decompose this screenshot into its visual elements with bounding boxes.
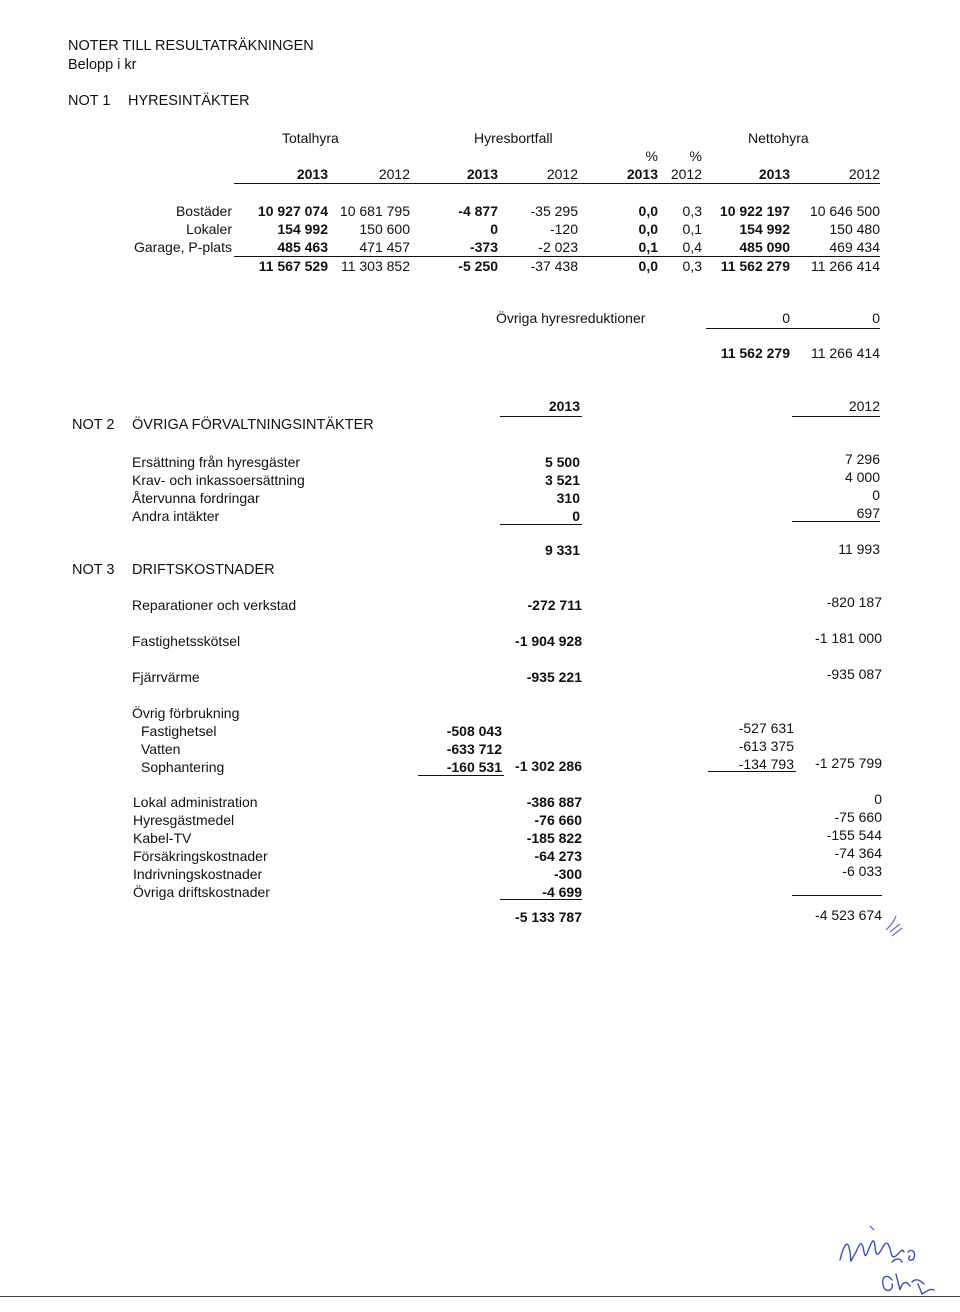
note1-cell: -373 — [469, 239, 498, 255]
page-title: NOTER TILL RESULTATRÄKNINGEN — [68, 38, 314, 54]
note3-ovrig-row-2012: -134 793 — [738, 756, 794, 772]
note1-pct-2012: % — [689, 148, 702, 164]
note3-other-row-2013: -64 273 — [534, 848, 582, 864]
note2-row-label: Krav- och inkassoersättning — [132, 472, 305, 488]
page-subtitle: Belopp i kr — [68, 57, 137, 73]
note1-cell: 10 646 500 — [809, 203, 880, 219]
note2-total-rule-2012 — [792, 521, 880, 522]
note3-row-2013: -272 711 — [527, 597, 582, 613]
note1-total-cell: -5 250 — [458, 258, 498, 274]
note3-ovrig-rule-2013 — [418, 775, 504, 776]
note2-year-2012: 2012 — [848, 398, 880, 414]
note1-ovriga-label: Övriga hyresreduktioner — [496, 310, 646, 326]
note2-row-label: Återvunna fordringar — [132, 490, 260, 506]
note3-other-row-2012: -6 033 — [842, 863, 882, 879]
note3-ovrig-row-2013: -508 043 — [446, 723, 502, 739]
note3-row-2013: -1 904 928 — [515, 633, 582, 649]
note3-other-row-label: Kabel-TV — [133, 830, 192, 846]
note2-total-rule-2013 — [500, 524, 582, 525]
note1-year-0: 2013 — [296, 166, 328, 182]
note2-row-2013: 310 — [556, 490, 580, 506]
note1-year-3: 2012 — [546, 166, 578, 182]
note1-cell: 150 600 — [359, 221, 410, 237]
note3-ovrig-total-2012: -1 275 799 — [815, 755, 882, 771]
check-mark-icon — [882, 910, 906, 938]
note1-total-cell: 11 562 279 — [720, 258, 790, 274]
note3-ovrig-row-2012: -613 375 — [738, 738, 794, 754]
note1-cell: 485 090 — [739, 239, 790, 255]
note1-year-1: 2012 — [378, 166, 410, 182]
note2-label: NOT 2 — [72, 417, 115, 433]
note2-total-2013: 9 331 — [544, 542, 580, 558]
note2-row-2012: 4 000 — [844, 469, 880, 485]
note1-sum-2013: 11 562 279 — [720, 345, 790, 361]
note3-ovrig-row-label: Fastighetsel — [141, 723, 217, 739]
note1-year-6: 2013 — [758, 166, 790, 182]
note1-pct-2013: % — [645, 148, 658, 164]
note3-row-2012: -935 087 — [826, 666, 882, 682]
note2-year-rule-2013 — [500, 416, 582, 417]
note1-total-cell: 0,3 — [682, 258, 702, 274]
note1-cell: 0,1 — [638, 239, 658, 255]
note1-cell: 150 480 — [829, 221, 880, 237]
note1-sum-2012: 11 266 414 — [810, 345, 880, 361]
note3-other-row-label: Hyresgästmedel — [133, 812, 235, 828]
note1-cell: 10 927 074 — [257, 203, 328, 219]
note1-cell: 485 463 — [277, 239, 328, 255]
note1-cell: 154 992 — [739, 221, 790, 237]
note1-group-totalhyra: Totalhyra — [282, 130, 339, 146]
note3-other-row-2013: -4 699 — [542, 884, 582, 900]
page-bottom-rule — [0, 1296, 960, 1297]
note1-cell: 0,1 — [682, 221, 702, 237]
note1-total-cell: 11 266 414 — [810, 258, 880, 274]
note3-other-row-2012: -74 364 — [834, 845, 882, 861]
note1-year-4: 2013 — [626, 166, 658, 182]
note3-title: DRIFTSKOSTNADER — [132, 562, 275, 578]
note1-label: NOT 1 — [68, 93, 111, 109]
note3-row-2013: -935 221 — [526, 669, 582, 685]
note3-total-2013: -5 133 787 — [515, 909, 582, 925]
note1-cell: 0,0 — [638, 221, 658, 237]
note3-other-row-2012: -75 660 — [834, 809, 882, 825]
note1-cell: 471 457 — [359, 239, 410, 255]
note2-row-label: Andra intäkter — [132, 508, 220, 524]
note3-ovrig-row-label: Sophantering — [141, 759, 225, 775]
note2-year-rule-2012 — [792, 416, 880, 417]
note2-row-2013: 5 500 — [544, 454, 580, 470]
note2-total-2012: 11 993 — [838, 541, 880, 557]
note3-other-row-label: Lokal administration — [133, 794, 258, 810]
note1-cell: 0 — [490, 221, 498, 237]
note3-other-row-label: Försäkringskostnader — [133, 848, 268, 864]
note1-cell: 154 992 — [277, 221, 328, 237]
note1-total-cell: -37 438 — [530, 258, 578, 274]
note1-cell: 0,3 — [682, 203, 702, 219]
note3-other-row-label: Indrivningskostnader — [133, 866, 263, 882]
note3-other-row-label: Övriga driftskostnader — [133, 884, 270, 900]
note1-total-cell: 11 303 852 — [340, 258, 410, 274]
note3-ovrig-row-2013: -633 712 — [446, 741, 502, 757]
note2-row-label: Ersättning från hyresgäster — [132, 454, 301, 470]
note1-cell: 10 681 795 — [339, 203, 410, 219]
note3-ovrig-total-2013: -1 302 286 — [515, 758, 582, 774]
note1-ovriga-2012: 0 — [872, 310, 880, 326]
note2-row-2013: 0 — [572, 508, 580, 524]
note1-ovriga-2013: 0 — [782, 310, 790, 326]
note1-cell: 0,4 — [682, 239, 702, 255]
note1-row-label: Lokaler — [186, 221, 232, 237]
note3-other-row-2013: -185 822 — [526, 830, 582, 846]
note1-cell: -35 295 — [530, 203, 578, 219]
note3-label: NOT 3 — [72, 562, 115, 578]
note1-group-nettohyra: Nettohyra — [748, 130, 809, 146]
note3-ovrig-label: Övrig förbrukning — [132, 705, 240, 721]
note1-year-2: 2013 — [466, 166, 498, 182]
note3-other-row-2013: -300 — [553, 866, 582, 882]
note3-total-rule-2013 — [500, 899, 582, 900]
note2-row-2012: 7 296 — [844, 451, 880, 467]
note3-row-label: Fjärrvärme — [132, 669, 200, 685]
note3-row-label: Reparationer och verkstad — [132, 597, 297, 613]
note1-cell: -120 — [549, 221, 578, 237]
note1-row-label: Bostäder — [175, 203, 232, 219]
note3-ovrig-row-label: Vatten — [141, 741, 181, 757]
note2-row-2012: 0 — [872, 487, 880, 503]
note3-row-2012: -1 181 000 — [815, 630, 882, 646]
note3-other-row-2013: -76 660 — [534, 812, 582, 828]
note1-ovriga-rule — [706, 328, 880, 329]
note1-header-rule — [234, 183, 880, 184]
note1-cell: -4 877 — [458, 203, 498, 219]
note2-year-2013: 2013 — [548, 398, 580, 414]
note3-other-row-2012: -155 544 — [826, 827, 882, 843]
note1-total-rule — [234, 256, 880, 257]
note2-title: ÖVRIGA FÖRVALTNINGSINTÄKTER — [132, 417, 374, 433]
note1-row-label: Garage, P-plats — [133, 239, 232, 255]
note1-cell: 10 922 197 — [719, 203, 790, 219]
note3-row-label: Fastighetsskötsel — [132, 633, 241, 649]
note3-total-rule-2012 — [792, 895, 882, 896]
note3-other-row-2012: 0 — [874, 791, 882, 807]
note1-cell: -2 023 — [538, 239, 578, 255]
note3-row-2012: -820 187 — [826, 594, 882, 610]
note1-cell: 0,0 — [638, 203, 658, 219]
signature-initials-icon — [830, 1222, 950, 1302]
note3-total-2012: -4 523 674 — [815, 907, 882, 923]
note3-ovrig-rule-2012 — [708, 771, 796, 772]
note2-row-2012: 697 — [856, 505, 880, 521]
note3-ovrig-row-2013: -160 531 — [446, 759, 502, 775]
note2-row-2013: 3 521 — [544, 472, 580, 488]
note3-other-row-2013: -386 887 — [526, 794, 582, 810]
note1-group-hyresbortfall: Hyresbortfall — [474, 130, 553, 146]
note1-total-cell: 11 567 529 — [258, 258, 328, 274]
note1-year-7: 2012 — [848, 166, 880, 182]
note1-year-5: 2012 — [670, 166, 702, 182]
note3-ovrig-row-2012: -527 631 — [738, 720, 794, 736]
note1-total-cell: 0,0 — [638, 258, 658, 274]
note1-title: HYRESINTÄKTER — [128, 93, 250, 109]
note1-cell: 469 434 — [829, 239, 880, 255]
